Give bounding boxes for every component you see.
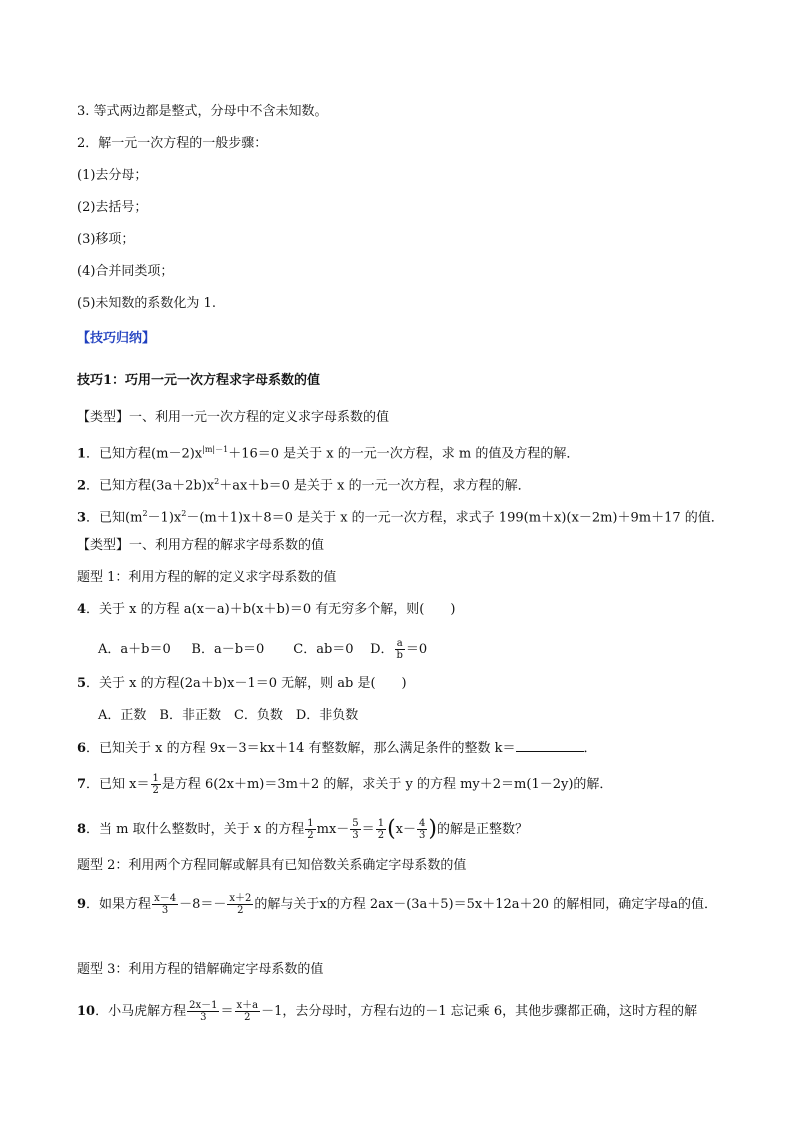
fraction: $\frac{5}{3}$ — [352, 818, 359, 841]
fraction: $\frac{1}{2}$ — [377, 818, 385, 841]
question-number: 2 — [77, 478, 87, 494]
question-number: 10 — [77, 1004, 96, 1019]
q-text: ．关于 x 的方程 a(x－a)＋b(x＋b)＝0 有无穷多个解，则( ) — [86, 602, 456, 617]
q-text: ．已知方程(3a＋2b)x — [86, 478, 215, 494]
q-text: ．已知关于 x 的方程 9x－3＝kx＋14 有整数解，那么满足条件的整数 k＝ — [86, 741, 516, 756]
option-d-tail: ＝0 — [405, 642, 428, 657]
q-text: ．已知(m — [86, 510, 143, 526]
text-line: (2)去括号； — [77, 200, 148, 215]
question-9 — [77, 893, 717, 916]
q-text: ＋ax＋b＝0 是关于 x 的一元一次方程，求方程的解． — [219, 478, 531, 494]
q-text: ＝ — [220, 1004, 234, 1019]
fraction: $\frac{2x-1}{3}$ — [189, 1000, 218, 1023]
text-line: (1)去分母； — [77, 168, 148, 183]
question-number: 1 — [77, 446, 87, 462]
fraction: $\frac{1}{2}$ — [152, 773, 159, 796]
question-4 — [77, 601, 455, 619]
q-sup: 2 — [214, 477, 220, 486]
q-text: －(m＋1)x＋8＝0 是关于 x 的一元一次方程，求式子 199(m＋x)(x－2m)＋9m＋17 的值． — [186, 510, 724, 526]
q-sup: 2 — [142, 509, 148, 518]
question-number: 8 — [77, 822, 87, 837]
question-7 — [77, 773, 612, 796]
question-number: 3 — [77, 510, 87, 526]
fraction: $\frac{a}{b}$ — [396, 638, 403, 661]
q-text: ＋16＝0 是关于 x 的一元一次方程，求 m 的值及方程的解． — [228, 446, 580, 462]
text-line: (5)未知数的系数化为 1. — [77, 296, 216, 311]
fraction: $\frac{4}{3}$ — [419, 818, 426, 841]
text-line: 2．解一元一次方程的一般步骤： — [77, 136, 268, 151]
q-text: ．已知方程(m－2)x — [86, 446, 203, 462]
question-number: 7 — [77, 777, 87, 792]
q-text: mx－ — [316, 822, 350, 837]
q-text: －1)x — [147, 510, 182, 526]
question-3 — [77, 505, 724, 527]
q-text: x－ — [395, 822, 416, 837]
text-line: 3. 等式两边都是整式，分母中不含未知数。 — [77, 104, 328, 119]
question-number: 9 — [77, 897, 87, 912]
left-paren: ( — [387, 816, 396, 842]
q-sup: 2 — [181, 509, 187, 518]
question-number: 5 — [77, 676, 87, 691]
section-heading: 【技巧归纳】 — [77, 331, 156, 346]
fraction: $\frac{x+a}{2}$ — [236, 1000, 259, 1023]
q-text: ．关于 x 的方程(2a＋b)x－1＝0 无解，则 ab 是( ) — [86, 676, 407, 691]
option-d: D． — [370, 642, 394, 657]
type-heading: 【类型】一、利用一元一次方程的定义求字母系数的值 — [77, 410, 390, 425]
question-number: 4 — [77, 602, 87, 617]
right-paren: ) — [428, 816, 437, 842]
q-text: －1，去分母时，方程右边的－1 忘记乘 6，其他步骤都正确，这时方程的解 — [261, 1004, 698, 1019]
tip-title: 技巧1：巧用一元一次方程求字母系数的值 — [77, 373, 321, 388]
text-line: (3)移项； — [77, 232, 135, 247]
question-10 — [77, 1000, 697, 1023]
q-text: ． — [583, 741, 597, 756]
question-6 — [77, 739, 597, 758]
question-2 — [77, 473, 531, 495]
answer-blank[interactable] — [516, 739, 584, 752]
question-4-options — [98, 638, 427, 661]
q-text: ．小马虎解方程 — [95, 1004, 187, 1019]
fraction: $\frac{x+2}{2}$ — [229, 893, 252, 916]
question-5 — [77, 675, 407, 693]
subtype-heading: 题型 3：利用方程的错解确定字母系数的值 — [77, 962, 324, 977]
q-text: 是方程 6(2x＋m)＝3m＋2 的解，求关于 y 的方程 my＋2＝m(1－2y)的解． — [161, 777, 613, 792]
option-b: B．a－b＝0 — [191, 642, 265, 657]
text-line: (4)合并同类项； — [77, 264, 174, 279]
question-number: 6 — [77, 741, 87, 756]
subtype-heading: 题型 2：利用两个方程同解或解具有已知倍数关系确定字母系数的值 — [77, 858, 467, 873]
option-a: A．a＋b＝0 — [98, 642, 171, 657]
fraction: $\frac{1}{2}$ — [307, 818, 314, 841]
q-sup: |m|－1 — [202, 445, 229, 454]
q-text: ．当 m 取什么整数时，关于 x 的方程 — [86, 822, 305, 837]
type-heading: 【类型】一、利用方程的解求字母系数的值 — [77, 538, 325, 553]
question-5-options: A．正数 B．非正数 C．负数 D．非负数 — [98, 708, 359, 723]
question-8 — [77, 818, 528, 841]
q-text: 的解与关于x的方程 2ax－(3a＋5)＝5x＋12a＋20 的解相同，确定字母a的值． — [254, 897, 717, 912]
q-text: ＝ — [361, 822, 375, 837]
q-text: ．已知 x＝ — [86, 777, 150, 792]
option-c: C．ab＝0 — [293, 642, 354, 657]
fraction: $\frac{x-4}{3}$ — [154, 893, 177, 916]
q-text: －8＝－ — [179, 897, 227, 912]
subtype-heading: 题型 1：利用方程的解的定义求字母系数的值 — [77, 570, 337, 585]
q-text: 的解是正整数？ — [436, 822, 528, 837]
question-1 — [77, 441, 579, 463]
q-text: ．如果方程 — [86, 897, 152, 912]
